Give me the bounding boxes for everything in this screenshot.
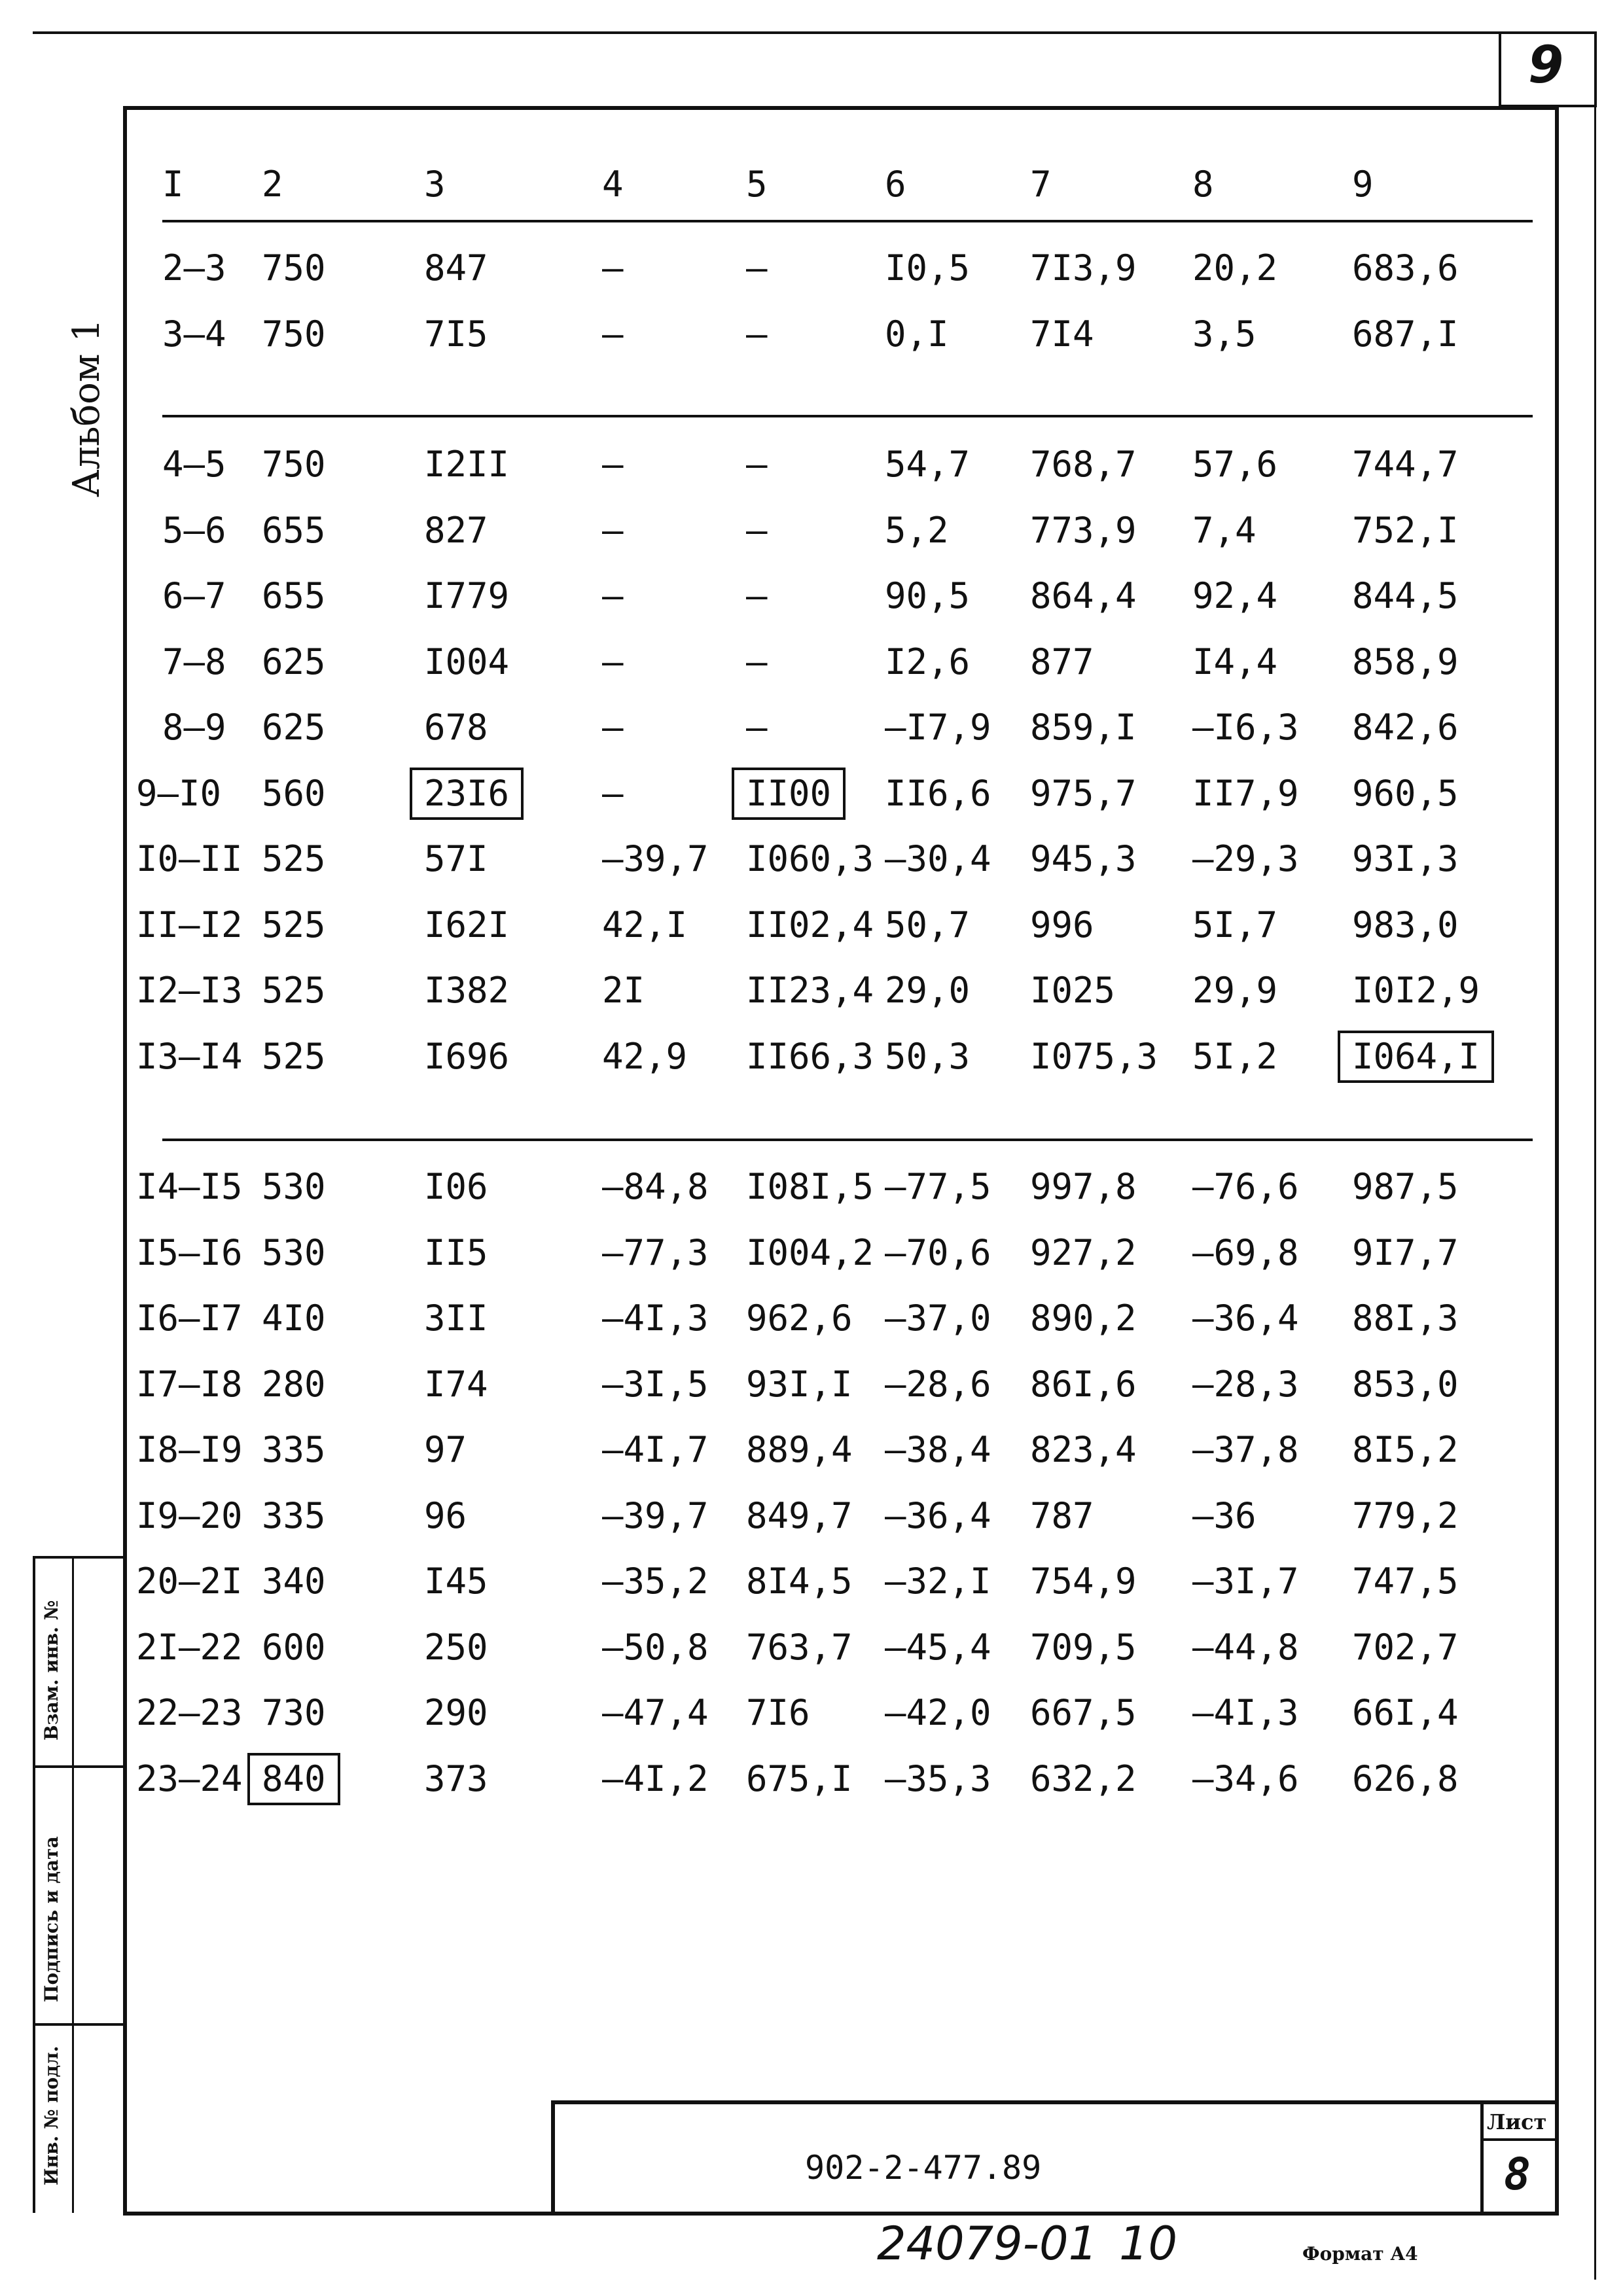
table-cell-col-8: –37,8 (1192, 1429, 1299, 1470)
table-cell-col-9: 747,5 (1352, 1561, 1459, 1602)
table-cell-col-5: – (746, 247, 768, 289)
table-cell-col-2: 750 (262, 444, 326, 485)
table-cell-col-1: 9–I0 (136, 772, 222, 814)
title-block-top (551, 2100, 1558, 2104)
table-cell-col-6: –32,I (885, 1561, 991, 1602)
table-cell-col-7: 86I,6 (1030, 1363, 1137, 1405)
table-cell-col-4: –3I,5 (602, 1363, 709, 1405)
outer-right-edge (1594, 107, 1596, 2280)
table-cell-col-5: – (746, 444, 768, 485)
table-cell-col-7: 667,5 (1030, 1692, 1137, 1733)
table-cell-col-4: – (602, 509, 624, 551)
table-cell-col-6: 5,2 (885, 509, 949, 551)
title-block-sheet-label-line (1480, 2138, 1558, 2141)
archive-number: 24079-01 (877, 2217, 1098, 2270)
table-cell-col-6: I2,6 (885, 641, 971, 682)
column-header-6: 6 (885, 164, 906, 205)
table-cell-col-7: 859,I (1030, 707, 1137, 748)
table-cell-col-9: 842,6 (1352, 707, 1459, 748)
group-separator-1 (162, 415, 1533, 417)
table-cell-col-7: I025 (1030, 970, 1116, 1011)
table-cell-col-3: I382 (424, 970, 510, 1011)
table-cell-col-3: 7I5 (424, 313, 488, 355)
table-cell-col-2: 335 (262, 1429, 326, 1470)
table-cell-col-9: 9I7,7 (1352, 1231, 1459, 1273)
table-cell-col-4: – (602, 707, 624, 748)
table-cell-col-7: 754,9 (1030, 1561, 1137, 1602)
table-cell-col-9: 779,2 (1352, 1494, 1459, 1536)
table-cell-col-9: 844,5 (1352, 575, 1459, 616)
album-label: Альбом 1 (65, 319, 108, 497)
table-cell-col-1: I6–I7 (136, 1298, 243, 1339)
table-cell-col-3: 827 (424, 509, 488, 551)
table-cell-col-6: 29,0 (885, 970, 971, 1011)
column-header-5: 5 (746, 164, 768, 205)
table-cell-col-3: 3II (424, 1298, 488, 1339)
table-cell-col-7: 997,8 (1030, 1166, 1137, 1207)
table-cell-col-5: – (746, 641, 768, 682)
table-cell-col-3: I779 (424, 575, 510, 616)
table-cell-col-3: I74 (424, 1363, 488, 1405)
table-cell-col-6: –30,4 (885, 838, 991, 879)
top-border-line (33, 31, 1597, 34)
column-header-7: 7 (1030, 164, 1052, 205)
table-cell-col-3: 250 (424, 1626, 488, 1668)
table-cell-col-5: I08I,5 (746, 1166, 874, 1207)
table-cell-col-6: –28,6 (885, 1363, 991, 1405)
table-cell-col-2: 340 (262, 1561, 326, 1602)
table-cell-col-4: –4I,7 (602, 1429, 709, 1470)
table-cell-col-9: 853,0 (1352, 1363, 1459, 1405)
table-cell-col-7: 773,9 (1030, 509, 1137, 551)
table-cell-col-5: 962,6 (746, 1298, 853, 1339)
table-cell-col-3: 96 (424, 1494, 467, 1536)
table-cell-col-6: –36,4 (885, 1494, 991, 1536)
table-cell-col-4: –84,8 (602, 1166, 709, 1207)
table-cell-col-9: 66I,4 (1352, 1692, 1459, 1733)
table-cell-col-9: 93I,3 (1352, 838, 1459, 879)
column-header-1: I (162, 164, 184, 205)
sheet-label: Лист (1487, 2110, 1547, 2134)
table-cell-col-3: 290 (424, 1692, 488, 1733)
table-cell-col-1: I0–II (136, 838, 243, 879)
table-cell-col-6: 50,7 (885, 904, 971, 945)
table-cell-col-9: I064,I (1344, 1037, 1488, 1076)
table-cell-col-6: –37,0 (885, 1298, 991, 1339)
table-cell-col-6: 0,I (885, 313, 949, 355)
table-cell-col-8: –3I,7 (1192, 1561, 1299, 1602)
table-cell-col-7: 768,7 (1030, 444, 1137, 485)
table-cell-col-1: 20–2I (136, 1561, 243, 1602)
title-block-left (551, 2100, 555, 2213)
group-separator-2 (162, 1139, 1533, 1141)
table-cell-col-8: 3,5 (1192, 313, 1257, 355)
page-number-box-left (1499, 31, 1501, 107)
table-cell-col-1: 7–8 (162, 641, 226, 682)
table-cell-col-4: 42,9 (602, 1035, 688, 1077)
table-cell-col-4: –50,8 (602, 1626, 709, 1668)
table-cell-col-9: 687,I (1352, 313, 1459, 355)
table-cell-col-6: 90,5 (885, 575, 971, 616)
table-cell-col-8: 20,2 (1192, 247, 1278, 289)
table-cell-col-8: –69,8 (1192, 1231, 1299, 1273)
table-cell-col-5: I004,2 (746, 1231, 874, 1273)
table-cell-col-2: 625 (262, 641, 326, 682)
table-cell-col-8: I4,4 (1192, 641, 1278, 682)
header-separator (162, 220, 1533, 222)
table-cell-col-3: 23I6 (416, 774, 517, 813)
table-cell-col-4: –47,4 (602, 1692, 709, 1733)
table-cell-col-4: –39,7 (602, 838, 709, 879)
table-cell-col-8: 5I,2 (1192, 1035, 1278, 1077)
table-cell-col-5: 889,4 (746, 1429, 853, 1470)
table-cell-col-6: –35,3 (885, 1757, 991, 1799)
table-cell-col-2: 625 (262, 707, 326, 748)
table-cell-col-7: 7I4 (1030, 313, 1094, 355)
table-cell-col-8: 29,9 (1192, 970, 1278, 1011)
table-cell-col-9: I0I2,9 (1352, 970, 1480, 1011)
table-cell-col-4: – (602, 444, 624, 485)
table-cell-col-3: I696 (424, 1035, 510, 1077)
table-cell-col-4: –77,3 (602, 1231, 709, 1273)
table-cell-col-5: II23,4 (746, 970, 874, 1011)
side-stamp-field-1: Взам. инв. № (41, 1600, 62, 1740)
table-cell-col-8: 92,4 (1192, 575, 1278, 616)
table-cell-col-9: 752,I (1352, 509, 1459, 551)
side-stamp-divider-vertical (72, 1556, 74, 2213)
table-cell-col-5: II02,4 (746, 904, 874, 945)
column-header-8: 8 (1192, 164, 1214, 205)
copy-number: 10 (1119, 2217, 1178, 2270)
table-cell-col-6: –I7,9 (885, 707, 991, 748)
table-cell-col-7: 823,4 (1030, 1429, 1137, 1470)
table-cell-col-7: 927,2 (1030, 1231, 1137, 1273)
table-cell-col-2: 530 (262, 1231, 326, 1273)
table-cell-col-8: –36,4 (1192, 1298, 1299, 1339)
table-cell-col-9: 987,5 (1352, 1166, 1459, 1207)
table-cell-col-3: II5 (424, 1231, 488, 1273)
table-cell-col-1: 2–3 (162, 247, 226, 289)
table-cell-col-6: 50,3 (885, 1035, 971, 1077)
table-cell-col-6: I0,5 (885, 247, 971, 289)
table-cell-col-1: 3–4 (162, 313, 226, 355)
table-cell-col-9: 983,0 (1352, 904, 1459, 945)
table-cell-col-8: II7,9 (1192, 772, 1299, 814)
table-cell-col-4: – (602, 247, 624, 289)
table-cell-col-8: –I6,3 (1192, 707, 1299, 748)
sheet-number: 8 (1504, 2149, 1531, 2200)
table-cell-col-4: – (602, 313, 624, 355)
table-cell-col-5: 849,7 (746, 1494, 853, 1536)
table-cell-col-1: 4–5 (162, 444, 226, 485)
table-cell-col-1: I9–20 (136, 1494, 243, 1536)
table-cell-col-7: 787 (1030, 1494, 1094, 1536)
format-label: Формат А4 (1302, 2243, 1418, 2265)
table-cell-col-1: 8–9 (162, 707, 226, 748)
table-cell-col-9: 744,7 (1352, 444, 1459, 485)
column-header-4: 4 (602, 164, 624, 205)
table-cell-col-7: 890,2 (1030, 1298, 1137, 1339)
table-cell-col-8: –4I,3 (1192, 1692, 1299, 1733)
table-cell-col-8: 57,6 (1192, 444, 1278, 485)
table-cell-col-9: 626,8 (1352, 1757, 1459, 1799)
table-cell-col-1: I5–I6 (136, 1231, 243, 1273)
table-cell-col-3: I2II (424, 444, 510, 485)
table-cell-col-2: 730 (262, 1692, 326, 1733)
table-cell-col-8: –76,6 (1192, 1166, 1299, 1207)
table-cell-col-3: I62I (424, 904, 510, 945)
table-cell-col-4: – (602, 641, 624, 682)
table-cell-col-1: I4–I5 (136, 1166, 243, 1207)
table-cell-col-6: –38,4 (885, 1429, 991, 1470)
table-cell-col-5: 8I4,5 (746, 1561, 853, 1602)
table-cell-col-5: 93I,I (746, 1363, 853, 1405)
table-cell-col-8: –34,6 (1192, 1757, 1299, 1799)
table-cell-col-2: 655 (262, 509, 326, 551)
table-cell-col-3: I06 (424, 1166, 488, 1207)
table-cell-col-8: –36 (1192, 1494, 1257, 1536)
table-cell-col-2: 335 (262, 1494, 326, 1536)
table-cell-col-2: 525 (262, 904, 326, 945)
table-cell-col-2: 750 (262, 247, 326, 289)
table-cell-col-1: 23–24 (136, 1757, 243, 1799)
table-cell-col-2: 525 (262, 1035, 326, 1077)
table-cell-col-1: I2–I3 (136, 970, 243, 1011)
side-stamp-field-3: Инв. № подл. (41, 2045, 62, 2185)
table-cell-col-1: 6–7 (162, 575, 226, 616)
table-cell-col-3: I004 (424, 641, 510, 682)
table-cell-col-9: 683,6 (1352, 247, 1459, 289)
table-cell-col-2: 530 (262, 1166, 326, 1207)
side-stamp-divider-2 (33, 2023, 124, 2026)
table-cell-col-6: 54,7 (885, 444, 971, 485)
column-header-9: 9 (1352, 164, 1374, 205)
table-cell-col-4: –39,7 (602, 1494, 709, 1536)
side-stamp-divider-1 (33, 1765, 124, 1768)
table-cell-col-3: 373 (424, 1757, 488, 1799)
table-cell-col-1: I8–I9 (136, 1429, 243, 1470)
main-frame-left (123, 106, 127, 2213)
table-cell-col-5: – (746, 575, 768, 616)
table-cell-col-4: 2I (602, 970, 645, 1011)
document-code: 902-2-477.89 (805, 2149, 1042, 2187)
table-cell-col-8: –28,3 (1192, 1363, 1299, 1405)
table-cell-col-8: –44,8 (1192, 1626, 1299, 1668)
table-cell-col-5: II00 (738, 774, 839, 813)
table-cell-col-2: 525 (262, 838, 326, 879)
table-cell-col-9: 8I5,2 (1352, 1429, 1459, 1470)
table-cell-col-5: – (746, 707, 768, 748)
table-cell-col-7: I075,3 (1030, 1035, 1158, 1077)
table-cell-col-2: 4I0 (262, 1298, 326, 1339)
table-cell-col-4: 42,I (602, 904, 688, 945)
table-cell-col-3: 57I (424, 838, 488, 879)
table-cell-col-8: 7,4 (1192, 509, 1257, 551)
table-cell-col-9: 88I,3 (1352, 1298, 1459, 1339)
column-header-3: 3 (424, 164, 446, 205)
main-frame-right (1555, 106, 1559, 2213)
table-cell-col-5: 7I6 (746, 1692, 810, 1733)
table-cell-col-8: 5I,7 (1192, 904, 1278, 945)
table-cell-col-6: –42,0 (885, 1692, 991, 1733)
main-frame-bottom (123, 2212, 1559, 2216)
main-frame-top (123, 106, 1556, 110)
table-cell-col-7: 864,4 (1030, 575, 1137, 616)
table-cell-col-6: –77,5 (885, 1166, 991, 1207)
side-stamp-top (33, 1556, 124, 1559)
table-cell-col-5: 763,7 (746, 1626, 853, 1668)
table-cell-col-5: II66,3 (746, 1035, 874, 1077)
table-cell-col-6: –70,6 (885, 1231, 991, 1273)
table-cell-col-2: 525 (262, 970, 326, 1011)
table-cell-col-7: 7I3,9 (1030, 247, 1137, 289)
side-stamp-field-2: Подпись и дата (41, 1836, 62, 2002)
table-cell-col-3: 847 (424, 247, 488, 289)
page-number: 9 (1528, 36, 1564, 95)
table-cell-col-1: I3–I4 (136, 1035, 243, 1077)
title-block-sheet-divider (1480, 2100, 1484, 2213)
table-cell-col-1: 5–6 (162, 509, 226, 551)
table-cell-col-1: II–I2 (136, 904, 243, 945)
table-cell-col-3: I45 (424, 1561, 488, 1602)
table-cell-col-1: 22–23 (136, 1692, 243, 1733)
table-cell-col-8: –29,3 (1192, 838, 1299, 879)
table-cell-col-2: 750 (262, 313, 326, 355)
table-cell-col-2: 655 (262, 575, 326, 616)
table-cell-col-1: 2I–22 (136, 1626, 243, 1668)
table-cell-col-7: 709,5 (1030, 1626, 1137, 1668)
table-cell-col-2: 600 (262, 1626, 326, 1668)
table-cell-col-6: –45,4 (885, 1626, 991, 1668)
table-cell-col-1: I7–I8 (136, 1363, 243, 1405)
column-header-2: 2 (262, 164, 283, 205)
table-cell-col-5: – (746, 509, 768, 551)
table-cell-col-9: 858,9 (1352, 641, 1459, 682)
page-number-box-right (1594, 31, 1597, 107)
table-cell-col-7: 877 (1030, 641, 1094, 682)
table-cell-col-2: 840 (254, 1759, 334, 1799)
table-cell-col-2: 560 (262, 772, 326, 814)
table-cell-col-7: 945,3 (1030, 838, 1137, 879)
table-cell-col-5: – (746, 313, 768, 355)
table-cell-col-6: II6,6 (885, 772, 991, 814)
table-cell-col-7: 996 (1030, 904, 1094, 945)
table-cell-col-4: – (602, 772, 624, 814)
table-cell-col-7: 975,7 (1030, 772, 1137, 814)
side-stamp-left (33, 1556, 35, 2213)
table-cell-col-5: 675,I (746, 1757, 853, 1799)
table-cell-col-4: –4I,3 (602, 1298, 709, 1339)
table-cell-col-9: 960,5 (1352, 772, 1459, 814)
table-cell-col-2: 280 (262, 1363, 326, 1405)
table-cell-col-4: –35,2 (602, 1561, 709, 1602)
table-cell-col-9: 702,7 (1352, 1626, 1459, 1668)
table-cell-col-4: – (602, 575, 624, 616)
table-cell-col-4: –4I,2 (602, 1757, 709, 1799)
table-cell-col-7: 632,2 (1030, 1757, 1137, 1799)
table-cell-col-5: I060,3 (746, 838, 874, 879)
table-cell-col-3: 678 (424, 707, 488, 748)
table-cell-col-3: 97 (424, 1429, 467, 1470)
